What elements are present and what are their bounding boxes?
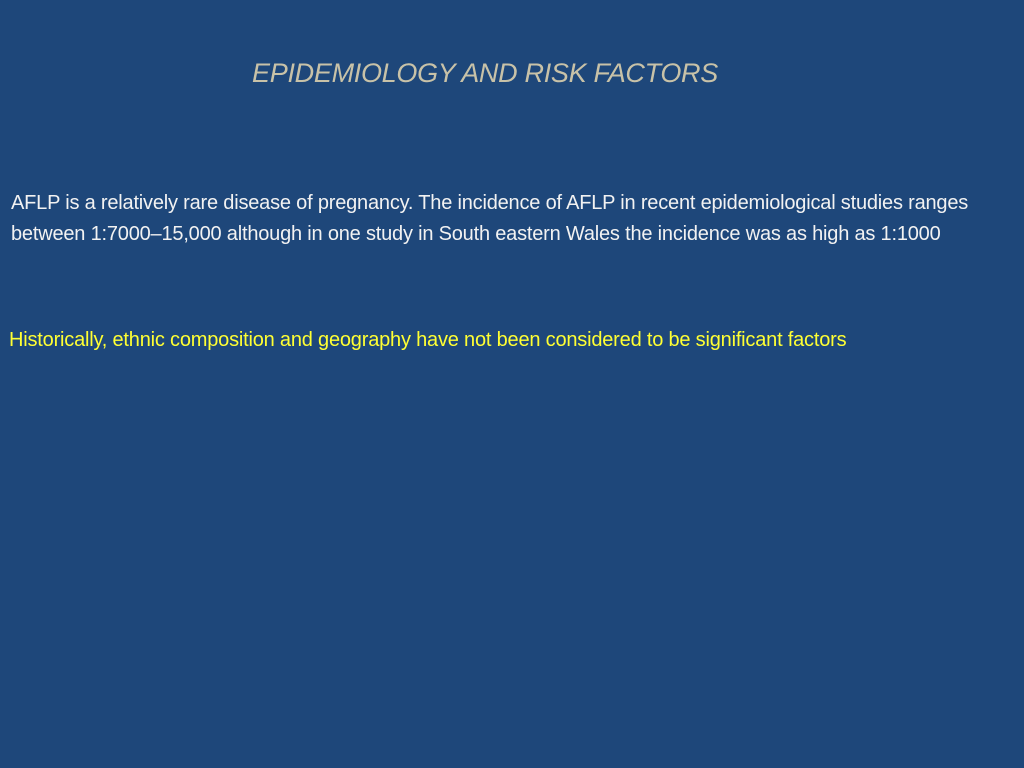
- slide-title: EPIDEMIOLOGY AND RISK FACTORS: [252, 58, 718, 88]
- paragraph-incidence: AFLP is a relatively rare disease of pregnancy. The incidence of AFLP in recent epidemiological studies ranges between 1:7000–15,000 although in one study in South eastern Wales the incidence was as high as 1:1000: [11, 192, 969, 245]
- paragraph-ethnicity-geography: Historically, ethnic composition and geography have not been considered to be significant factors: [9, 329, 847, 351]
